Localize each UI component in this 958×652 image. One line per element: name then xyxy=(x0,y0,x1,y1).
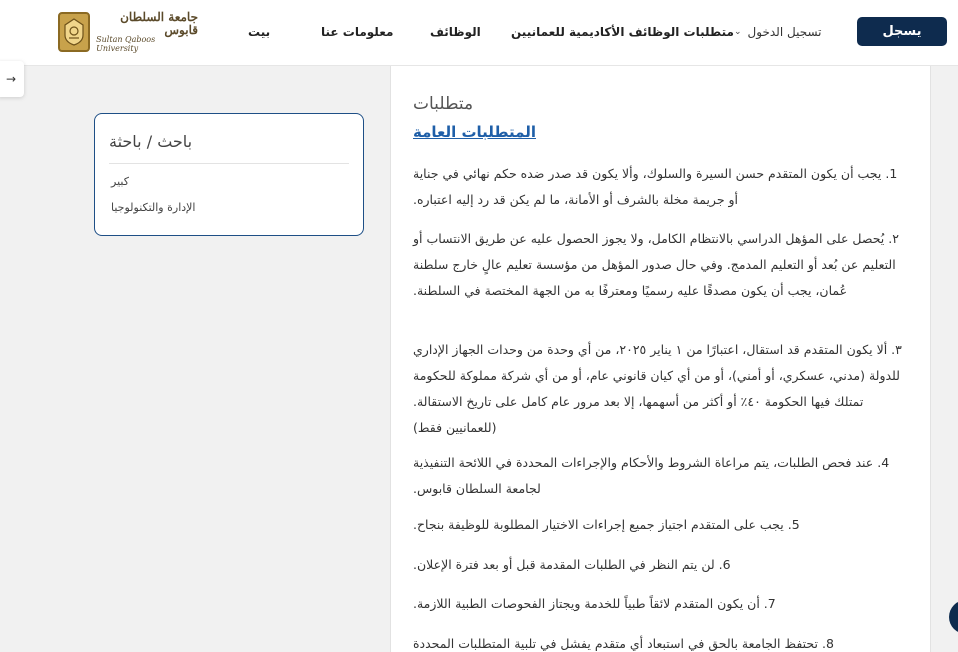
nav-academic-requirements[interactable]: متطلبات الوظائف الأكاديمية للعمانيين xyxy=(511,25,734,39)
job-info-card xyxy=(94,113,364,236)
top-header xyxy=(0,0,958,66)
requirement-item-3: ٣. ألا يكون المتقدم قد استقال، اعتبارًا من ١ يناير ٢٠٢٥، من أي وحدة من وحدات الجهاز الإداري للدولة (مدني، عسكري، أو أمني)، أو من أي كيان قانوني عام، أو من أي شركة مملوكة للحكومة تمتلك فيها الحكومة ٤٠٪ أو أكثر من أسهمها، إلا بعد مرور عام كامل على تاريخ الاستقالة. (للعمانيين فقط) xyxy=(413,342,902,435)
nav-jobs[interactable]: الوظائف xyxy=(430,25,481,39)
register-button[interactable]: يسجل xyxy=(857,17,947,46)
requirement-item-7: 7. أن يكون المتقدم لائقاً طبياً للخدمة ويجتاز الفحوصات الطبية اللازمة. xyxy=(413,596,776,611)
requirement-item-8: 8. تحتفظ الجامعة بالحق في استبعاد أي متقدم يفشل في تلبية المتطلبات المحددة xyxy=(413,636,834,651)
chevron-down-icon: ⌄ xyxy=(734,27,742,37)
nav-home[interactable]: بيت xyxy=(248,25,271,39)
card-divider xyxy=(109,163,349,164)
section-heading: متطلبات xyxy=(413,94,474,114)
chat-launcher-button[interactable] xyxy=(949,600,958,634)
login-dropdown[interactable] xyxy=(734,20,822,44)
requirements-panel xyxy=(390,66,931,652)
requirement-item-1: 1. يجب أن يكون المتقدم حسن السيرة والسلوك، وألا يكون قد صدر ضده حكم نهائي في جناية أو جريمة مخلة بالشرف أو الأمانة، ما لم يكن قد رد إليه اعتباره. xyxy=(413,166,898,207)
general-requirements-link[interactable]: المتطلبات العامة xyxy=(413,123,536,141)
logo-arabic-text: جامعة السلطان قابوس xyxy=(120,10,198,37)
job-department: الإدارة والتكنولوجيا xyxy=(111,201,196,214)
job-grade: كبير xyxy=(111,175,129,188)
job-title: باحث / باحثة xyxy=(109,132,193,151)
login-label: تسجيل الدخول xyxy=(747,25,822,39)
requirement-item-6: 6. لن يتم النظر في الطلبات المقدمة قبل أو بعد فترة الإعلان. xyxy=(413,557,731,572)
university-logo[interactable] xyxy=(58,10,198,54)
sidebar-toggle-arrow-icon[interactable]: → xyxy=(0,61,24,97)
requirement-item-5: 5. يجب على المتقدم اجتياز جميع إجراءات الاختيار المطلوبة للوظيفة بنجاح. xyxy=(413,517,800,532)
university-emblem-icon xyxy=(58,12,90,52)
logo-english-text: Sultan Qaboos University xyxy=(96,35,156,53)
nav-about[interactable]: معلومات عنا xyxy=(321,25,394,39)
requirement-item-2: ٢. يُحصل على المؤهل الدراسي بالانتظام الكامل، ولا يجوز الحصول عليه عن طريق الانتساب أو التعليم عن بُعد أو التعليم المدمج. وفي حال صدور المؤهل من مؤسسة تعليم عالٍ خارج سلطنة عُمان، يجب أن يكون مصدقًا عليه رسميًا ومعترفًا به من الجهة المختصة في السلطنة. xyxy=(413,231,899,298)
requirement-item-4: 4. عند فحص الطلبات، يتم مراعاة الشروط والأحكام والإجراءات المحددة في اللائحة التنفيذية لجامعة السلطان قابوس. xyxy=(413,455,890,496)
